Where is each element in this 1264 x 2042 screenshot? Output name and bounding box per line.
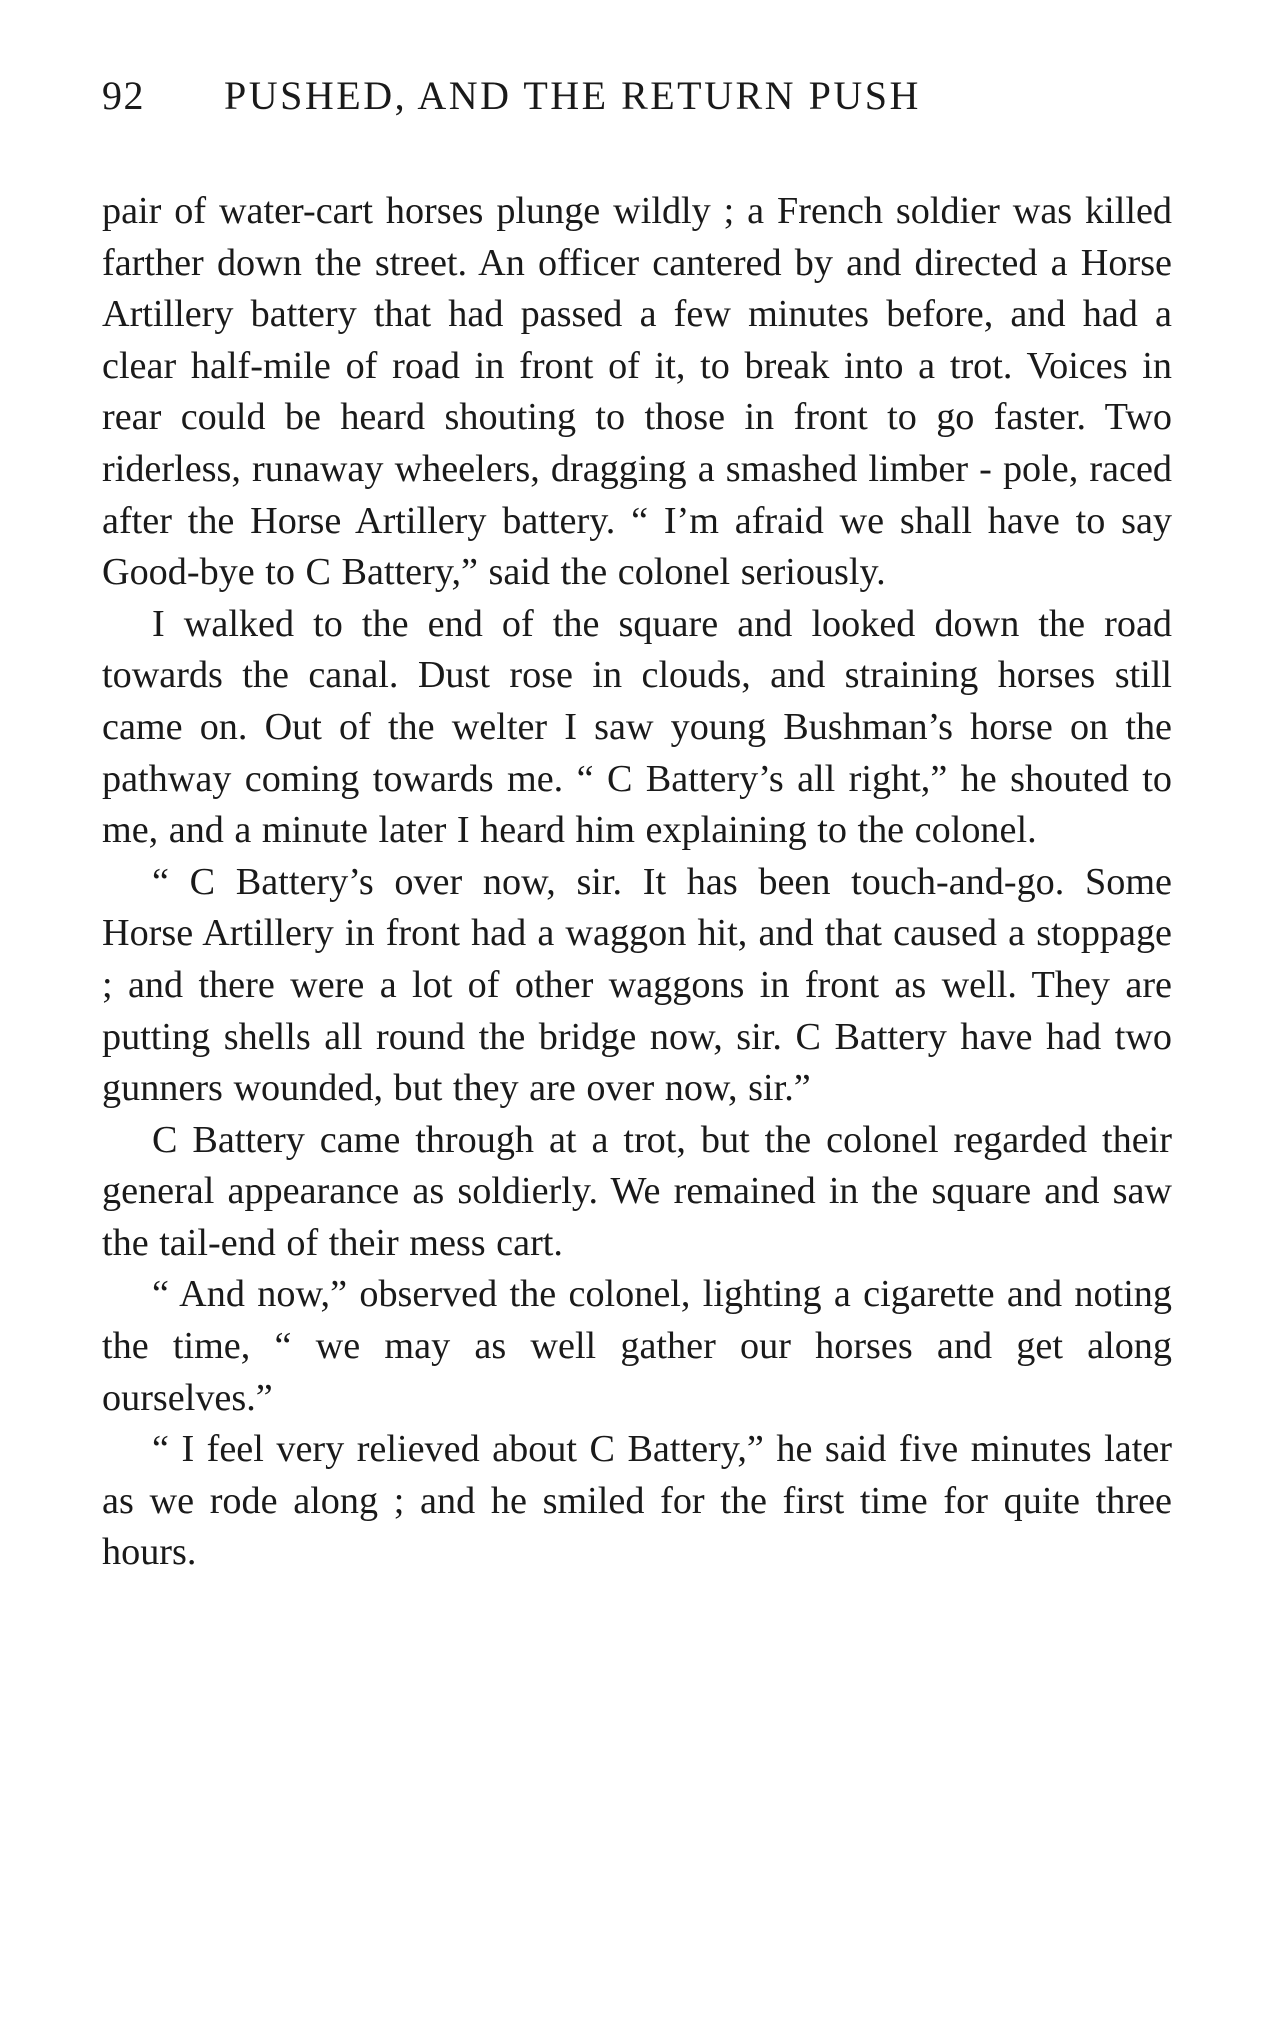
- paragraph-6: “ I feel very relieved about C Battery,” he said five minutes later as we rode along ; and he smiled for the first time for quite three hours.: [102, 1428, 1172, 1574]
- paragraph-5: “ And now,” observed the colonel, lighting a cigarette and noting the time, “ we may as well gather our horses and get along ourselves.”: [102, 1273, 1172, 1419]
- paragraph-4: C Battery came through at a trot, but the colonel regarded their general appearance as soldierly. We remained in the square and saw the tail-end of their mess cart.: [102, 1118, 1172, 1264]
- paragraph-1: pair of water-cart horses plunge wildly ; a French soldier was killed farther down the street. An officer cantered by and directed a Horse Artillery battery that had passed a few minutes before, and had a clear half-mile of road in front of it, to break into a trot. Voices in rear could be heard shouting to those in front to go faster. Two riderless, runaway wheelers, dragging a smashed limber - pole, raced after the Horse Artillery battery. “ I’m afraid we shall have to say Good-bye to C Battery,” said the colonel seriously.: [102, 190, 1172, 594]
- running-title: PUSHED, AND THE RETURN PUSH: [224, 73, 921, 118]
- page-number: 92: [102, 73, 145, 118]
- page-header: [102, 72, 1172, 132]
- body-text: [102, 186, 1172, 1579]
- paragraph-2: I walked to the end of the square and looked down the road towards the canal. Dust rose in clouds, and straining horses still came on. Out of the welter I saw young Bushman’s horse on the pathway coming towards me. “ C Battery’s all right,” he shouted to me, and a minute later I heard him explaining to the colonel.: [102, 602, 1172, 852]
- paragraph-3: “ C Battery’s over now, sir. It has been touch-and-go. Some Horse Artillery in front had a waggon hit, and that caused a stoppage ; and there were a lot of other waggons in front as well. They are putting shells all round the bridge now, sir. C Battery have had two gunners wounded, but they are over now, sir.”: [102, 860, 1172, 1110]
- book-page: [102, 72, 1172, 1579]
